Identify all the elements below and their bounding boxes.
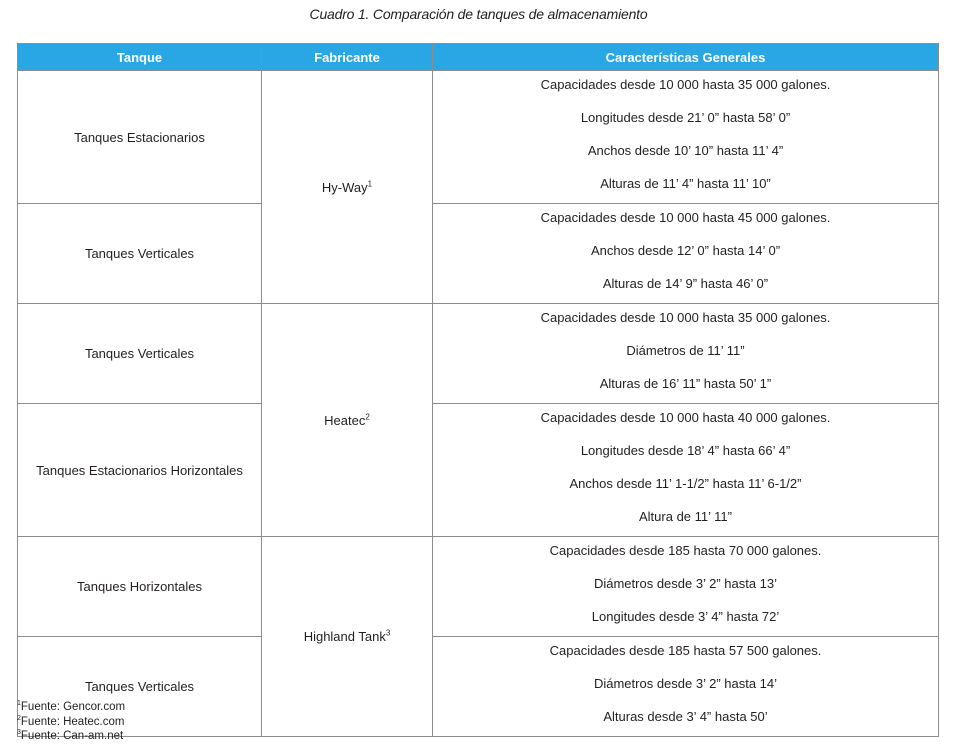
feature-line: Diámetros desde 3’ 2” hasta 13’	[593, 576, 778, 591]
manufacturer-cell	[262, 537, 433, 737]
feature-line: Altura de 11’ 11”	[639, 509, 732, 524]
features-cell	[433, 204, 939, 304]
manufacturer-cell	[262, 304, 433, 537]
footnote-text: Fuente: Can-am.net	[20, 730, 124, 742]
header-caracteristicas: Características Generales	[433, 44, 939, 71]
table-caption: Cuadro 1. Comparación de tanques de almacenamiento	[309, 6, 648, 22]
table-row	[18, 637, 939, 737]
feature-line: Alturas de 14’ 9” hasta 46’ 0”	[602, 276, 769, 291]
footnote	[17, 700, 125, 715]
feature-line: Alturas de 16’ 11” hasta 50’ 1”	[599, 376, 772, 391]
footnotes	[17, 700, 125, 744]
table-row	[18, 204, 939, 304]
feature-line: Alturas desde 3’ 4” hasta 50’	[603, 709, 768, 724]
feature-line: Longitudes desde 18’ 4” hasta 66’ 4”	[580, 443, 791, 458]
features-cell	[433, 71, 939, 204]
footnote	[17, 715, 125, 730]
feature-line: Capacidades desde 10 000 hasta 45 000 galones.	[540, 210, 831, 225]
feature-line: Capacidades desde 10 000 hasta 35 000 galones.	[540, 310, 831, 325]
table-row	[18, 537, 939, 637]
tank-name: Tanques Estacionarios Horizontales	[18, 404, 262, 537]
feature-line: Capacidades desde 10 000 hasta 35 000 galones.	[540, 77, 831, 92]
table-row	[18, 404, 939, 537]
feature-line: Longitudes desde 21’ 0” hasta 58’ 0”	[580, 110, 791, 125]
manufacturer-name: Highland Tank	[303, 629, 386, 644]
feature-line: Alturas de 11’ 4” hasta 11’ 10”	[600, 176, 771, 191]
footnote-ref: 1	[367, 179, 373, 189]
feature-line: Capacidades desde 185 hasta 70 000 galones.	[549, 543, 822, 558]
feature-line: Longitudes desde 3’ 4” hasta 72’	[591, 609, 780, 624]
footnote-mark: 2	[17, 714, 21, 722]
footnote	[17, 729, 125, 744]
footnote-ref: 3	[385, 628, 391, 638]
features-cell	[433, 637, 939, 737]
comparison-table	[17, 43, 939, 737]
feature-line: Capacidades desde 185 hasta 57 500 galones.	[549, 643, 822, 658]
tank-name: Tanques Horizontales	[18, 537, 262, 637]
table-row	[18, 304, 939, 404]
header-row	[18, 44, 939, 71]
features-cell	[433, 304, 939, 404]
feature-line: Anchos desde 11’ 1-1/2” hasta 11’ 6-1/2”	[569, 476, 802, 491]
manufacturer-name: Heatec	[324, 412, 366, 428]
tank-name: Tanques Verticales	[18, 637, 262, 737]
footnote-text: Fuente: Gencor.com	[20, 701, 126, 713]
header-tanque: Tanque	[18, 44, 262, 71]
manufacturer-name: Hy-Way	[321, 179, 368, 195]
header-fabricante: Fabricante	[262, 44, 433, 71]
tank-name: Tanques Verticales	[18, 204, 262, 304]
footnote-mark: 3	[17, 729, 21, 737]
tank-name: Tanques Estacionarios	[18, 71, 262, 204]
tank-name: Tanques Verticales	[18, 304, 262, 404]
features-cell	[433, 404, 939, 537]
manufacturer-cell	[262, 71, 433, 304]
footnote-text: Fuente: Heatec.com	[20, 715, 125, 728]
features-cell	[433, 537, 939, 637]
feature-line: Anchos desde 12’ 0” hasta 14’ 0”	[590, 243, 781, 258]
feature-line: Capacidades desde 10 000 hasta 40 000 galones.	[540, 410, 831, 425]
feature-line: Anchos desde 10’ 10” hasta 11’ 4”	[587, 143, 784, 158]
feature-line: Diámetros desde 3’ 2” hasta 14’	[593, 676, 778, 691]
table-row	[18, 71, 939, 204]
feature-line: Diámetros de 11’ 11”	[626, 343, 745, 358]
footnote-mark: 1	[17, 700, 21, 708]
footnote-ref: 2	[365, 412, 370, 422]
